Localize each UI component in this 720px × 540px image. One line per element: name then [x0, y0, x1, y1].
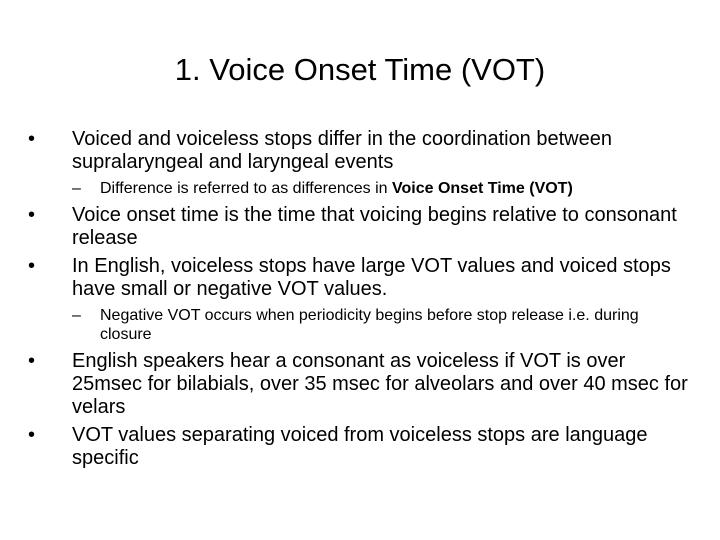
bullet-icon: •: [28, 424, 36, 446]
sub-bullet-item: [28, 179, 688, 198]
bullet-text: Voiced and voiceless stops differ in the coordination between supralaryngeal and laryngeal events: [72, 128, 612, 173]
bullet-item: [28, 350, 688, 419]
slide-title: 1. Voice Onset Time (VOT): [174, 52, 546, 87]
bullet-icon: •: [28, 255, 36, 277]
sub-bullet-text: Negative VOT occurs when periodicity begins before stop release i.e. during closure: [100, 307, 639, 343]
bullet-item: [28, 204, 688, 250]
bullet-text: English speakers hear a consonant as voiceless if VOT is over 25msec for bilabials, over 35 msec for alveolars and over 40 msec for velars: [72, 350, 688, 418]
bullet-icon: •: [28, 350, 36, 372]
bullet-text: In English, voiceless stops have large VOT values and voiced stops have small or negative VOT values.: [72, 255, 671, 300]
dash-icon: –: [72, 180, 81, 197]
bullet-text: VOT values separating voiced from voiceless stops are language specific: [72, 424, 648, 469]
bullet-list: [28, 128, 688, 475]
sub-bullet-item: [28, 306, 688, 344]
bullet-icon: •: [28, 204, 36, 226]
bullet-item: [28, 424, 688, 470]
bullet-icon: •: [28, 128, 36, 150]
bullet-text: Voice onset time is the time that voicing begins relative to consonant release: [72, 204, 677, 249]
sub-bullet-text: Difference is referred to as differences in: [100, 180, 392, 197]
dash-icon: –: [72, 307, 81, 324]
bullet-item: [28, 255, 688, 301]
bullet-item: [28, 128, 688, 174]
sub-bullet-bold-term: Voice Onset Time (VOT): [392, 180, 573, 197]
